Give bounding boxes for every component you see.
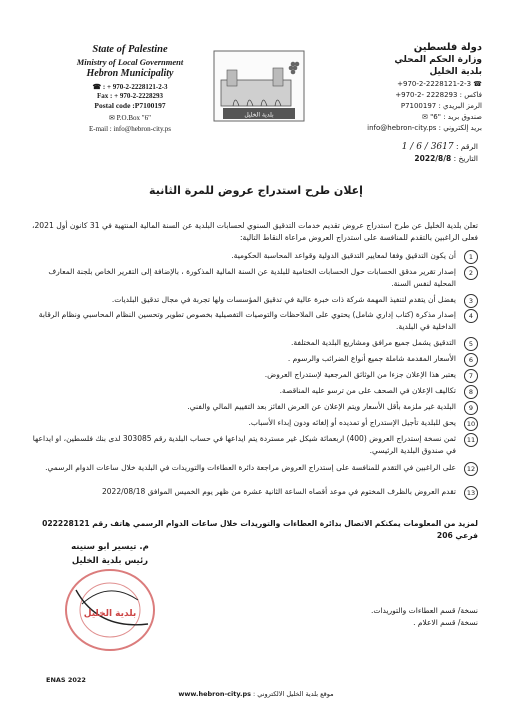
ministry-ar: وزارة الحكم المحلي xyxy=(394,55,482,65)
copy-recipient: نسخة/ قسم العطاءات والتوريدات. xyxy=(371,606,478,615)
document-title: إعلان طرح استدراج عروض للمرة الثانية xyxy=(149,184,363,197)
item-text: يفضل أن يتقدم لتنفيذ المهمة شركة ذات خبرة عالية في تدقيق المؤسسات ولها تجربة في مجال تدقيق البلديات. xyxy=(111,295,456,304)
envelope-icon: ✉ xyxy=(421,113,428,121)
signatory-title: رئيس بلدية الخليل xyxy=(71,556,149,566)
official-stamp xyxy=(58,560,162,656)
list-item xyxy=(30,401,478,413)
item-text: تقدم العروض بالظرف المختوم في موعد أقصاه الساعة الثانية عشرة من ظهر يوم الخميس الموافق 2022/08/18 xyxy=(102,487,456,496)
phone-icon: ☎ xyxy=(473,80,482,88)
footer-label: موقع بلدية الخليل الالكتروني : xyxy=(253,690,334,698)
copies-list xyxy=(371,605,478,629)
email-en: E-mail : info@hebron-city.ps xyxy=(88,125,171,133)
item-number: 1 xyxy=(464,250,478,264)
list-item xyxy=(30,369,478,381)
item-number: 2 xyxy=(464,266,478,280)
item-text: التدقيق يشمل جميع مرافق ومشاريع البلدية المختلفة. xyxy=(290,338,456,347)
stamp-text: بلدية الخليل xyxy=(83,609,137,619)
item-text: الأسعار المقدمة شاملة جميع أنواع الضرائب والرسوم . xyxy=(287,354,456,363)
envelope-icon: ✉ xyxy=(109,114,115,122)
item-text: إصدار تقرير مدقق الحسابات حول الحسابات الختامية للبلدية عن السنة المالية المذكورة ، بالإضافة إلى التقرير الخاص بلجنة المعارف المحلية لنفس السنة. xyxy=(48,267,456,288)
item-number: 6 xyxy=(464,353,478,367)
header-english xyxy=(40,44,220,133)
phone-en: ☎ : + 970-2-2228121-2-3 xyxy=(92,83,168,91)
item-text: إصدار مذكرة (كتاب إداري شامل) يحتوي على الملاحظات والتوصيات التفصيلية بخصوص تطوير وتحسين النظام المحاسبي ونظام الرقابة الداخلية في البلدية. xyxy=(38,310,456,331)
list-item xyxy=(30,250,478,262)
hebron-municipality-logo xyxy=(213,50,305,122)
state-name-en: State of Palestine xyxy=(92,44,168,55)
item-number: 9 xyxy=(464,401,478,415)
item-number: 13 xyxy=(464,486,478,500)
postal-code-en: Postal code :P7100197 xyxy=(94,101,166,110)
footer-url: www.hebron-city.ps xyxy=(178,690,251,698)
copy-recipient: نسخة/ قسم الاعلام . xyxy=(413,618,478,627)
pobox-ar: صندوق بريد : "6" ✉ xyxy=(421,113,482,121)
item-number: 10 xyxy=(464,417,478,431)
reference-block xyxy=(396,142,478,163)
item-number: 12 xyxy=(464,462,478,476)
pobox-en: ✉ P.O.Box "6" xyxy=(109,114,151,122)
item-number: 5 xyxy=(464,337,478,351)
phone-ar: +970-2-2228121-2-3 ☎ xyxy=(397,80,482,88)
item-number: 3 xyxy=(464,294,478,308)
fax-en: Fax : + 970-2-2228293 xyxy=(96,92,163,100)
reference-date: التاريخ : 2022/8/8 xyxy=(414,154,478,163)
list-item xyxy=(30,309,478,332)
municipality-ar: بلدية الخليل xyxy=(429,67,482,77)
item-number: 11 xyxy=(464,433,478,447)
contact-paragraph: لمزيد من المعلومات يمكنكم الاتصال بدائرة العطاءات والتوريدات خلال ساعات الدوام الرسمي هاتف رقم 022228121 فرعي 206 xyxy=(42,519,478,540)
list-item xyxy=(30,486,478,498)
intro-paragraph: تعلن بلدية الخليل عن طرح استدراج عروض تقديم خدمات التدقيق السنوي لحسابات البلدية عن السنة المالية المنتهية في 31 كانون أول 2021، فعلى الراغبين بالتقدم للمنافسة على استدراج العروض مراعاة النقاط التالية: xyxy=(32,221,478,242)
list-item xyxy=(30,337,478,349)
item-number: 8 xyxy=(464,385,478,399)
item-text: البلدية غير ملزمة بأقل الأسعار ويتم الإعلان عن العرض الفائز بعد التقييم المالي والفني. xyxy=(187,402,456,411)
list-item xyxy=(30,433,478,456)
item-text: يعتبر هذا الإعلان جزءا من الوثائق المرجعية لإستدراج العروض. xyxy=(264,370,456,379)
email-ar: بريد إلكتروني : info@hebron-city.ps xyxy=(367,124,482,132)
item-number: 7 xyxy=(464,369,478,383)
state-name-ar: دولة فلسطين xyxy=(413,42,482,53)
item-text: تكاليف الإعلان في الصحف على من ترسو عليه المناقصة. xyxy=(279,386,456,395)
item-text: أن يكون التدقيق وفقا لمعايير التدقيق الدولية وقواعد المحاسبة الحكومية. xyxy=(231,251,456,260)
list-item xyxy=(30,462,478,474)
item-text: يحق للبلدية تأجيل الإستدراج أو تمديده أو إلغائه ودون إبداء الأسباب. xyxy=(248,418,456,427)
ministry-en: Ministry of Local Government xyxy=(76,57,184,67)
signatory-name: م. تيسير ابو سنينه xyxy=(71,542,149,552)
footer xyxy=(0,690,512,698)
municipality-en: Hebron Municipality xyxy=(86,68,174,79)
reference-number: الرقم : 3617 / 6 / 1 xyxy=(401,142,478,152)
item-number: 4 xyxy=(464,309,478,323)
list-item xyxy=(30,266,478,289)
item-text: ثمن نسخة إستدراج العروض (400) اربعمائة شيكل غير مستردة يتم ايداعها في حساب البلدية رقم 303085 لدى بنك فلسطين، او ايداعها في صندوق البلدية الرئيسي. xyxy=(32,434,456,455)
item-text: على الراغبين في التقدم للمنافسة على إستدراج العروض مراجعة دائرة العطاءات والتوريدات في البلدية خلال ساعات الدوام الرسمي. xyxy=(45,463,456,472)
author-initials: ENAS 2022 xyxy=(46,676,86,684)
header-arabic xyxy=(312,42,482,132)
list-item xyxy=(30,294,478,306)
postal-code-ar: الرمز البريدي : P7100197 xyxy=(400,102,482,110)
list-item xyxy=(30,417,478,429)
list-item xyxy=(30,385,478,397)
logo-caption: بلدية الخليل xyxy=(244,111,274,119)
list-item xyxy=(30,353,478,365)
fax-ar: فاكس : 2228293 -2-970+ xyxy=(395,91,482,99)
